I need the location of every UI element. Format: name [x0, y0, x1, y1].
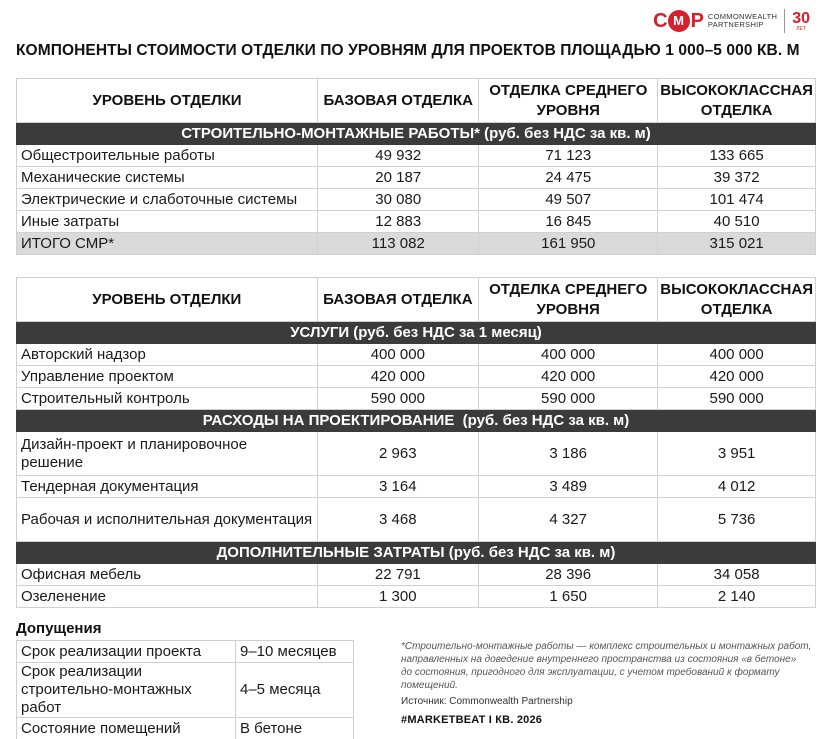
- anniversary-badge: [792, 11, 810, 32]
- cell-premium: 420 000: [658, 366, 816, 388]
- anniversary-number: 30: [792, 9, 810, 27]
- cell-premium: 2 140: [658, 586, 816, 608]
- row-label: Дизайн-проект и планировочное решение: [17, 432, 318, 476]
- logo-letter-c: C: [653, 9, 667, 32]
- table-row: [17, 498, 816, 542]
- footnote-line: направленных на доведение внутреннего пространства из состояния «в бетоне»: [401, 654, 797, 665]
- cell-mid: 400 000: [479, 344, 658, 366]
- cmp-logo-mark: [653, 10, 703, 33]
- cell-mid: 3 489: [479, 476, 658, 498]
- assumptions-table: [16, 640, 354, 739]
- assumptions-title: Допущения: [16, 620, 102, 637]
- table-row: [17, 366, 816, 388]
- anniversary-sub: ЛЕТ: [796, 25, 806, 32]
- assumption-value: В бетоне: [236, 718, 354, 739]
- table-row: [17, 586, 816, 608]
- footnote-line: *Строительно-монтажные работы — комплекс строительных и монтажных работ,: [401, 641, 812, 652]
- cell-premium: 133 665: [658, 145, 816, 167]
- source-note: Источник: Commonwealth Partnership: [401, 696, 573, 707]
- cell-basic: 22 791: [317, 564, 479, 586]
- marketbeat-tag: #MARKETBEAT I КВ. 2026: [401, 714, 543, 726]
- cell-premium: 3 951: [658, 432, 816, 476]
- section-row: [17, 410, 816, 432]
- table-header-row: [17, 79, 816, 123]
- header-level: УРОВЕНЬ ОТДЕЛКИ: [17, 278, 318, 322]
- cell-basic: 20 187: [318, 167, 479, 189]
- table-row: [17, 718, 354, 739]
- row-label: Офисная мебель: [17, 564, 318, 586]
- cell-basic: 1 300: [317, 586, 479, 608]
- assumption-value: 9–10 месяцев: [236, 641, 354, 663]
- row-label: Озеленение: [17, 586, 318, 608]
- assumption-label: Срок реализации проекта: [17, 641, 236, 663]
- header-level: УРОВЕНЬ ОТДЕЛКИ: [17, 79, 318, 123]
- section-extra: ДОПОЛНИТЕЛЬНЫЕ ЗАТРАТЫ (руб. без НДС за кв. м): [17, 542, 816, 564]
- cell-mid: 28 396: [479, 564, 658, 586]
- row-label: Иные затраты: [17, 211, 318, 233]
- cell-mid: 16 845: [479, 211, 658, 233]
- logo-divider: [784, 9, 785, 33]
- row-label: Тендерная документация: [17, 476, 318, 498]
- cell-mid: 1 650: [479, 586, 658, 608]
- cell-basic: 12 883: [318, 211, 479, 233]
- cell-mid: 24 475: [479, 167, 658, 189]
- header-mid: ОТДЕЛКА СРЕДНЕГО УРОВНЯ: [479, 79, 658, 123]
- cell-premium: 590 000: [658, 388, 816, 410]
- cell-basic: 420 000: [317, 366, 479, 388]
- section-construction: СТРОИТЕЛЬНО-МОНТАЖНЫЕ РАБОТЫ* (руб. без НДС за кв. м): [17, 123, 816, 145]
- cell-mid: 71 123: [479, 145, 658, 167]
- footnote: [401, 640, 821, 692]
- cell-basic: 30 080: [318, 189, 479, 211]
- table-row: [17, 564, 816, 586]
- row-label: Механические системы: [17, 167, 318, 189]
- logo-line2: PARTNERSHIP: [707, 20, 764, 29]
- services-cost-table: [16, 277, 816, 608]
- assumption-label: Срок реализации строительно-монтажных работ: [17, 663, 236, 718]
- cell-basic: 49 932: [318, 145, 479, 167]
- logo-line1: COMMONWEALTH: [707, 12, 778, 21]
- cell-basic: 590 000: [317, 388, 479, 410]
- section-design: РАСХОДЫ НА ПРОЕКТИРОВАНИЕ (руб. без НДС за кв. м): [17, 410, 816, 432]
- row-label: Общестроительные работы: [17, 145, 318, 167]
- total-label: ИТОГО СМР*: [17, 233, 318, 255]
- cell-premium: 4 012: [658, 476, 816, 498]
- section-row: [17, 542, 816, 564]
- total-row: [17, 233, 816, 255]
- row-label: Управление проектом: [17, 366, 318, 388]
- section-row: [17, 123, 816, 145]
- header-basic: БАЗОВАЯ ОТДЕЛКА: [318, 79, 479, 123]
- construction-cost-table: [16, 78, 816, 255]
- header-premium: ВЫСОКОКЛАССНАЯ ОТДЕЛКА: [658, 278, 816, 322]
- cell-mid: 420 000: [479, 366, 658, 388]
- table-row: [17, 189, 816, 211]
- cell-basic: 2 963: [317, 432, 479, 476]
- table-row: [17, 641, 354, 663]
- table-row: [17, 344, 816, 366]
- header-basic: БАЗОВАЯ ОТДЕЛКА: [317, 278, 479, 322]
- total-basic: 113 082: [318, 233, 479, 255]
- table-row: [17, 663, 354, 718]
- table-row: [17, 167, 816, 189]
- row-label: Строительный контроль: [17, 388, 318, 410]
- table-row: [17, 432, 816, 476]
- section-services: УСЛУГИ (руб. без НДС за 1 месяц): [17, 322, 816, 344]
- cell-premium: 39 372: [658, 167, 816, 189]
- total-premium: 315 021: [658, 233, 816, 255]
- row-label: Электрические и слаботочные системы: [17, 189, 318, 211]
- footnote-line: до состояния, пригодного для эксплуатации, с учетом требований к формату помещений.: [401, 667, 780, 691]
- logo-letter-p: P: [690, 9, 703, 32]
- cell-premium: 400 000: [658, 344, 816, 366]
- logo-wordmark: [708, 13, 777, 29]
- page-title: КОМПОНЕНТЫ СТОИМОСТИ ОТДЕЛКИ ПО УРОВНЯМ ДЛЯ ПРОЕКТОВ ПЛОЩАДЬЮ 1 000–5 000 КВ. М: [16, 42, 800, 59]
- cell-premium: 5 736: [658, 498, 816, 542]
- total-mid: 161 950: [479, 233, 658, 255]
- logo-letter-m: M: [668, 10, 690, 32]
- cell-premium: 101 474: [658, 189, 816, 211]
- row-label: Авторский надзор: [17, 344, 318, 366]
- cell-mid: 590 000: [479, 388, 658, 410]
- header-mid: ОТДЕЛКА СРЕДНЕГО УРОВНЯ: [479, 278, 658, 322]
- cell-mid: 3 186: [479, 432, 658, 476]
- table-row: [17, 388, 816, 410]
- table-row: [17, 211, 816, 233]
- cell-premium: 40 510: [658, 211, 816, 233]
- cell-basic: 3 164: [317, 476, 479, 498]
- header-premium: ВЫСОКОКЛАССНАЯ ОТДЕЛКА: [658, 79, 816, 123]
- cell-mid: 49 507: [479, 189, 658, 211]
- section-row: [17, 322, 816, 344]
- cell-basic: 400 000: [317, 344, 479, 366]
- cell-premium: 34 058: [658, 564, 816, 586]
- company-logo: [653, 9, 810, 33]
- assumption-label: Состояние помещений: [17, 718, 236, 739]
- table-row: [17, 145, 816, 167]
- row-label: Рабочая и исполнительная документация: [17, 498, 318, 542]
- assumption-value: 4–5 месяца: [236, 663, 354, 718]
- table-row: [17, 476, 816, 498]
- cell-basic: 3 468: [317, 498, 479, 542]
- table-header-row: [17, 278, 816, 322]
- cell-mid: 4 327: [479, 498, 658, 542]
